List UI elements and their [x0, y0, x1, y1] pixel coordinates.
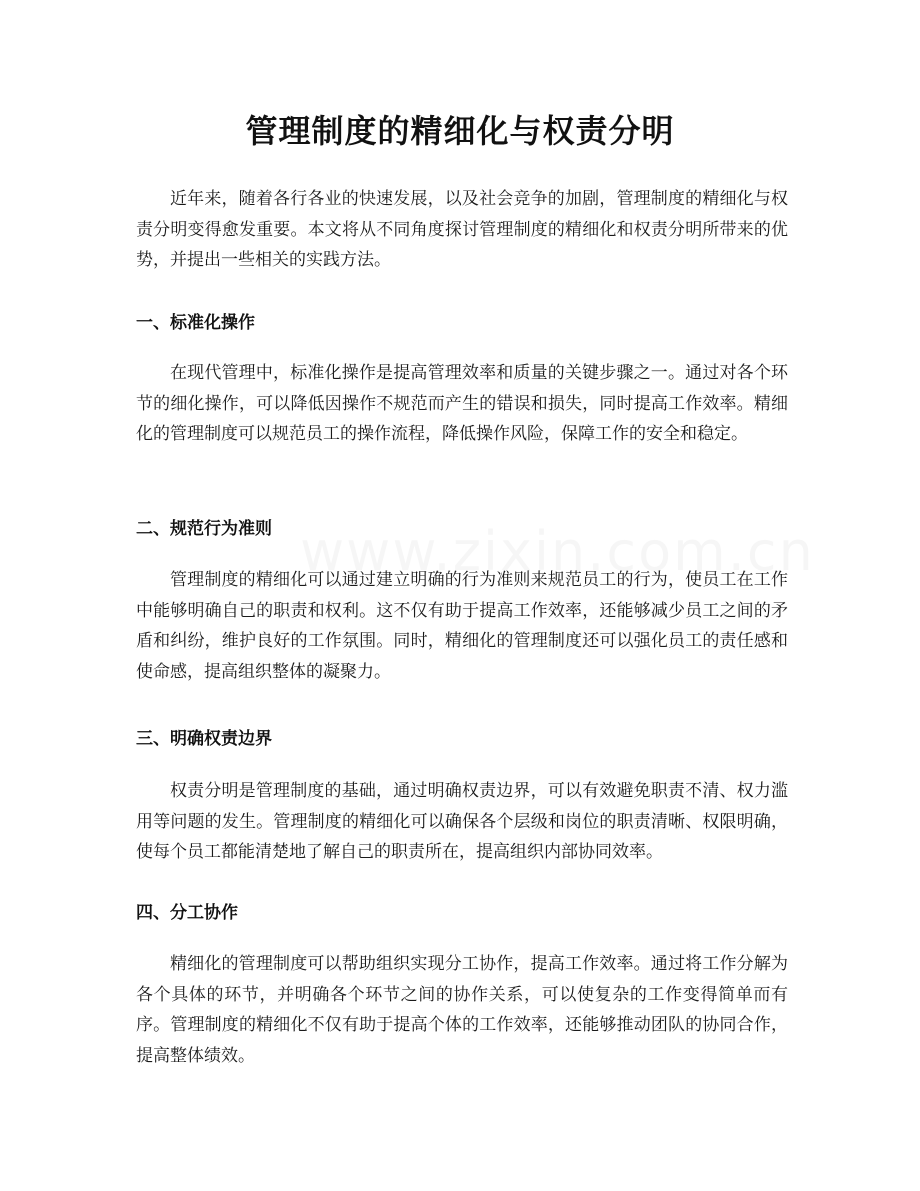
intro-paragraph: 近年来，随着各行各业的快速发展，以及社会竞争的加剧，管理制度的精细化与权责分明变得愈发重要。本文将从不同角度探讨管理制度的精细化和权责分明所带来的优势，并提出一些相关的实践方法。: [136, 189, 788, 270]
section-body-3: 权责分明是管理制度的基础，通过明确权责边界，可以有效避免职责不清、权力滥用等问题的发生。管理制度的精细化可以确保各个层级和岗位的职责清晰、权限明确，使每个员工都能清楚地了解自己的职责所在，提高组织内部协同效率。: [136, 781, 788, 862]
document-title: 管理制度的精细化与权责分明: [245, 112, 675, 150]
section-heading-1: 一、标准化操作: [136, 313, 255, 333]
section-heading-3: 三、明确权责边界: [136, 729, 272, 749]
section-heading-4: 四、分工协作: [136, 903, 238, 923]
section-body-4: 精细化的管理制度可以帮助组织实现分工协作，提高工作效率。通过将工作分解为各个具体的环节，并明确各个环节之间的协作关系，可以使复杂的工作变得简单而有序。管理制度的精细化不仅有助于提高个体的工作效率，还能够推动团队的协同合作，提高整体绩效。: [136, 954, 788, 1066]
section-body-1: 在现代管理中，标准化操作是提高管理效率和质量的关键步骤之一。通过对各个环节的细化操作，可以降低因操作不规范而产生的错误和损失，同时提高工作效率。精细化的管理制度可以规范员工的操作流程，降低操作风险，保障工作的安全和稳定。: [136, 363, 788, 444]
section-heading-2: 二、规范行为准则: [136, 519, 272, 539]
section-body-2: 管理制度的精细化可以通过建立明确的行为准则来规范员工的行为，使员工在工作中能够明确自己的职责和权利。这不仅有助于提高工作效率，还能够减少员工之间的矛盾和纠纷，维护良好的工作氛围。同时，精细化的管理制度还可以强化员工的责任感和使命感，提高组织整体的凝聚力。: [136, 570, 788, 682]
